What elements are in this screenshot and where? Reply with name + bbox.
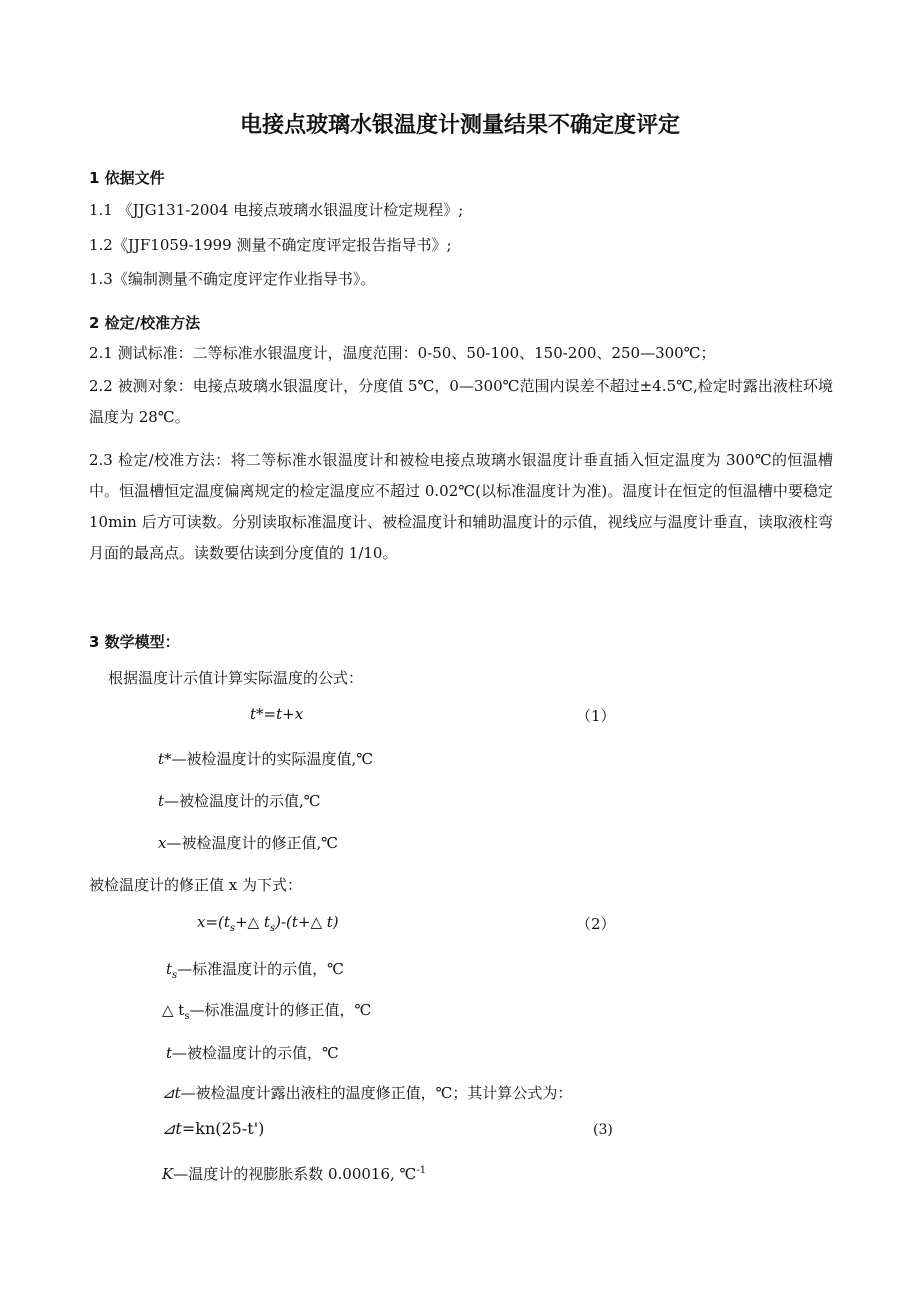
formula-part: =kn(25-t') (181, 1119, 265, 1138)
definition-text: —被检温度计露出液柱的温度修正值，℃；其计算公式为： (180, 1084, 573, 1102)
subscript: s (172, 970, 178, 981)
subscript: s (229, 923, 236, 934)
definition-text: —标准温度计的示值，℃ (177, 960, 344, 978)
symbol: ⊿t (162, 1084, 181, 1102)
subscript: s (269, 923, 276, 934)
definition-text: —被检温度计的实际温度值,℃ (171, 750, 374, 768)
definition-item (162, 1082, 572, 1103)
formula-part: +△ t (235, 913, 270, 931)
definition-item (158, 832, 338, 853)
section-1-heading: 1 依据文件 (89, 169, 165, 187)
superscript: -1 (416, 1165, 427, 1176)
formula-3-number: (3) (593, 1122, 613, 1138)
formula-intro: 根据温度计示值计算实际温度的公式： (108, 669, 364, 687)
section-2-heading: 2 检定/校准方法 (89, 314, 201, 332)
definition-text: —标准温度计的修正值，℃ (189, 1001, 372, 1019)
definition-text: —被检温度计的示值，℃ (172, 1044, 339, 1062)
formula-1-number: （1） (576, 707, 616, 725)
reference-item: 1.2《JJF1059-1999 测量不确定度评定报告指导书》; (89, 236, 452, 254)
formula-3 (162, 1119, 264, 1138)
formula-2 (197, 913, 339, 934)
paragraph-2-2: 2.2 被测对象：电接点玻璃水银温度计，分度值 5℃，0—300℃范围内误差不超过±4.5℃,检定时露出液柱环境温度为 28℃。 (89, 377, 833, 426)
symbol: t (158, 792, 165, 810)
subscript: s (184, 1011, 190, 1022)
definition-item (162, 999, 371, 1022)
symbol: x (158, 834, 167, 852)
definition-text: —被检温度计的示值,℃ (164, 792, 321, 810)
paragraph-2-3: 2.3 检定/校准方法：将二等标准水银温度计和被检电接点玻璃水银温度计垂直插入恒定温度为 300℃的恒温槽中。恒温槽恒定温度偏离规定的检定温度应不超过 0.02℃(以标准温度计为准)。温度计在恒定的恒温槽中要稳定 10min 后方可读数。分别读取标准温度计、被检温度计和辅助温度计的示值，视线应与温度计垂直，读取液柱弯月面的最高点。读数要估读到分度值的 1/10。 (89, 451, 833, 562)
symbol: K (162, 1165, 174, 1183)
symbol: △ t (162, 1001, 185, 1019)
formula-2-intro: 被检温度计的修正值 x 为下式： (89, 876, 302, 894)
formula-part: )-(t+△ t) (275, 913, 339, 931)
definition-text: —温度计的视膨胀系数 0.00016, ℃ (173, 1165, 417, 1183)
definition-item (158, 748, 373, 769)
definition-item (166, 1042, 339, 1063)
reference-item: 1.1 《JJG131-2004 电接点玻璃水银温度计检定规程》; (89, 201, 464, 219)
formula-part: x=(t (197, 913, 230, 931)
formula-1: t*=t+x (250, 705, 304, 723)
section-3-heading: 3 数学模型： (89, 633, 180, 651)
definition-item (166, 958, 344, 981)
definition-text: —被检温度计的修正值,℃ (166, 834, 339, 852)
symbol: t (166, 1044, 173, 1062)
reference-item: 1.3《编制测量不确定度评定作业指导书》。 (89, 270, 376, 288)
paragraph-2-1: 2.1 测试标准：二等标准水银温度计，温度范围：0-50、50-100、150-200、250—300℃； (89, 344, 716, 362)
symbol: ⊿t (162, 1119, 182, 1138)
page-title: 电接点玻璃水银温度计测量结果不确定度评定 (239, 113, 680, 138)
symbol: t (166, 960, 173, 978)
definition-item (162, 1163, 426, 1184)
symbol: t* (158, 750, 172, 768)
definition-item (158, 790, 321, 811)
formula-2-number: （2） (576, 915, 616, 933)
